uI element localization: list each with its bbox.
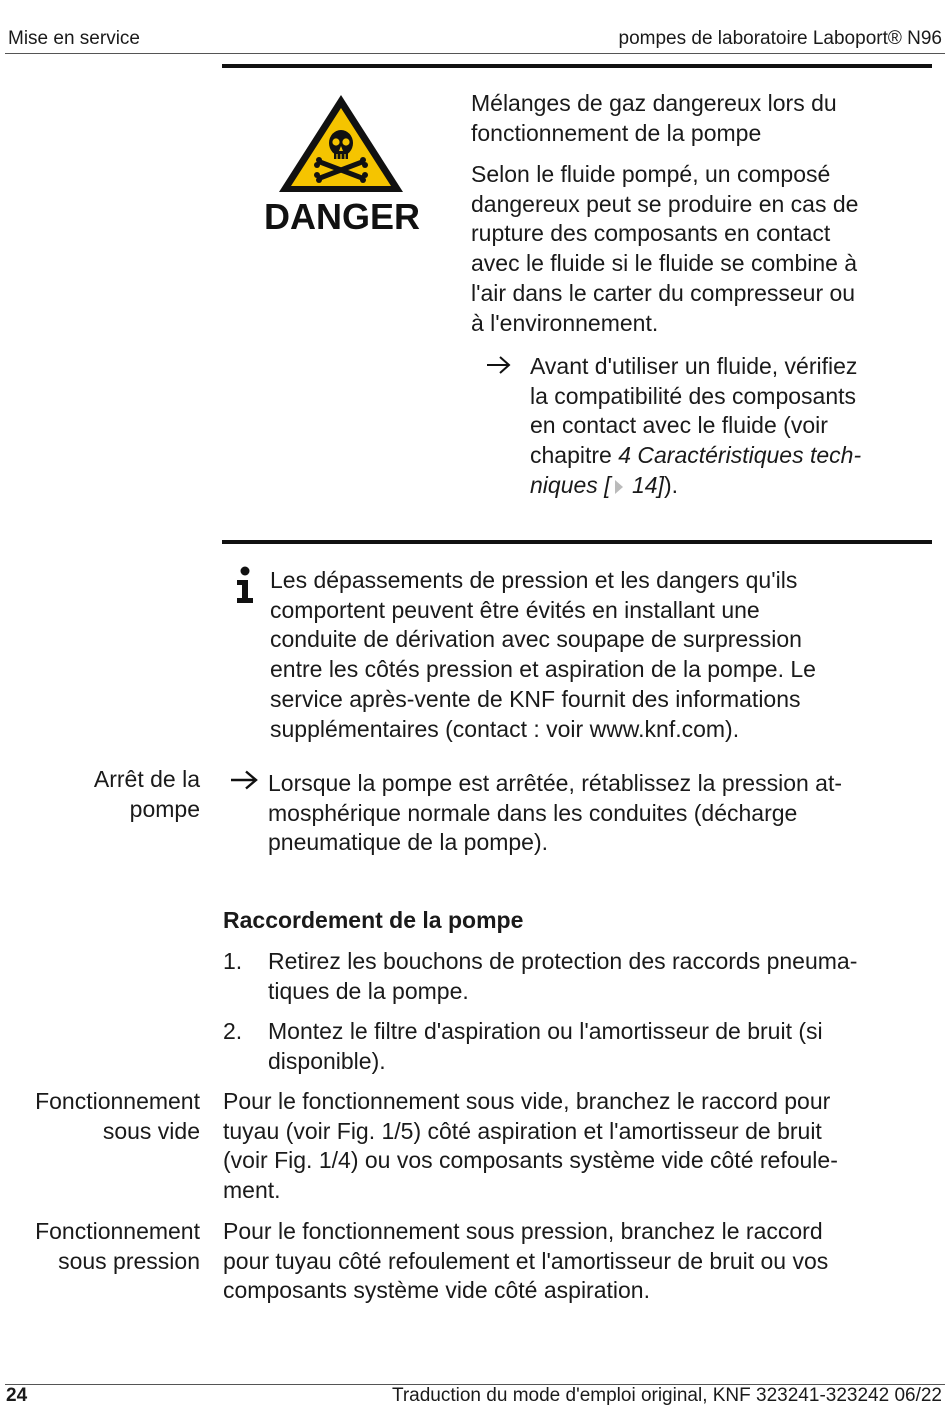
info-icon <box>234 566 256 604</box>
page-link-triangle-icon <box>615 480 623 494</box>
danger-top-rule <box>222 64 932 68</box>
header-product-title: pompes de laboratoire Laboport® N96 <box>618 28 942 49</box>
stop-instruction: Lorsque la pompe est arrêtée, rétablissez la pression at- mosphérique normale dans les conduites (décharge pneumatique de la pompe). <box>268 770 843 856</box>
danger-title: Mélanges de gaz dangereux lors du fonctionnement de la pompe <box>471 90 837 146</box>
step-1-text: Retirez les bouchons de protection des raccords pneuma- tiques de la pompe. <box>268 948 858 1004</box>
step-1-number: 1. <box>223 948 243 974</box>
side-label-stop: Arrêt de la pompe <box>93 766 200 822</box>
danger-bottom-rule <box>222 540 932 544</box>
toxic-warning-icon <box>276 92 406 195</box>
danger-description: Selon le fluide pompé, un composé dangereux peut se produire en cas de rupture des composants en contact avec le fluide si le fluide se combine à l'air dans le carter du compresseur ou à l'environnement. <box>471 161 859 336</box>
header-divider <box>5 53 945 54</box>
chapter-link[interactable]: 4 Caractéristiques tech- <box>618 442 862 469</box>
header-section-title: Mise en service <box>8 28 140 49</box>
arrow-right-icon <box>486 356 512 374</box>
vacuum-paragraph: Pour le fonctionnement sous vide, branchez le raccord pour tuyau (voir Fig. 1/5) côté aspiration et l'amortisseur de bruit (voir Fig. 1/4) ou vos composants système vide côté refoule- ment. <box>223 1088 838 1204</box>
info-text: Les dépassements de pression et les dangers qu'ils comportent peuvent être évités en installant une conduite de dérivation avec soupape de surpression entre les côtés pression et aspiration de la pompe. Le service après-vente de KNF fournit des informations supplémentaires (contact : voir www.knf.com). <box>270 567 816 742</box>
page-number: 24 <box>6 1385 28 1406</box>
side-label-vacuum: Fonctionnement sous vide <box>35 1088 200 1144</box>
section-heading: Raccordement de la pompe <box>223 907 524 933</box>
danger-action: Avant d'utiliser un fluide, vérifiez la compatibilité des composants en contact avec le fluide (voir chapitre 4 Caractéristiques tech- niques [ 14]). <box>530 353 862 498</box>
step-2-number: 2. <box>223 1018 243 1044</box>
footer-text: Traduction du mode d'emploi original, KNF 323241-323242 06/22 <box>391 1385 942 1406</box>
step-2-text: Montez le filtre d'aspiration ou l'amortisseur de bruit (si disponible). <box>268 1018 823 1074</box>
arrow-right-icon <box>230 770 260 790</box>
danger-label: DANGER <box>263 196 420 237</box>
pressure-paragraph: Pour le fonctionnement sous pression, branchez le raccord pour tuyau côté refoulement et l'amortisseur de bruit ou vos composants système vide côté aspiration. <box>223 1218 829 1304</box>
chapter-link-continued[interactable]: niques [ 14] <box>530 471 664 498</box>
side-label-pressure: Fonctionnement sous pression <box>35 1218 200 1274</box>
